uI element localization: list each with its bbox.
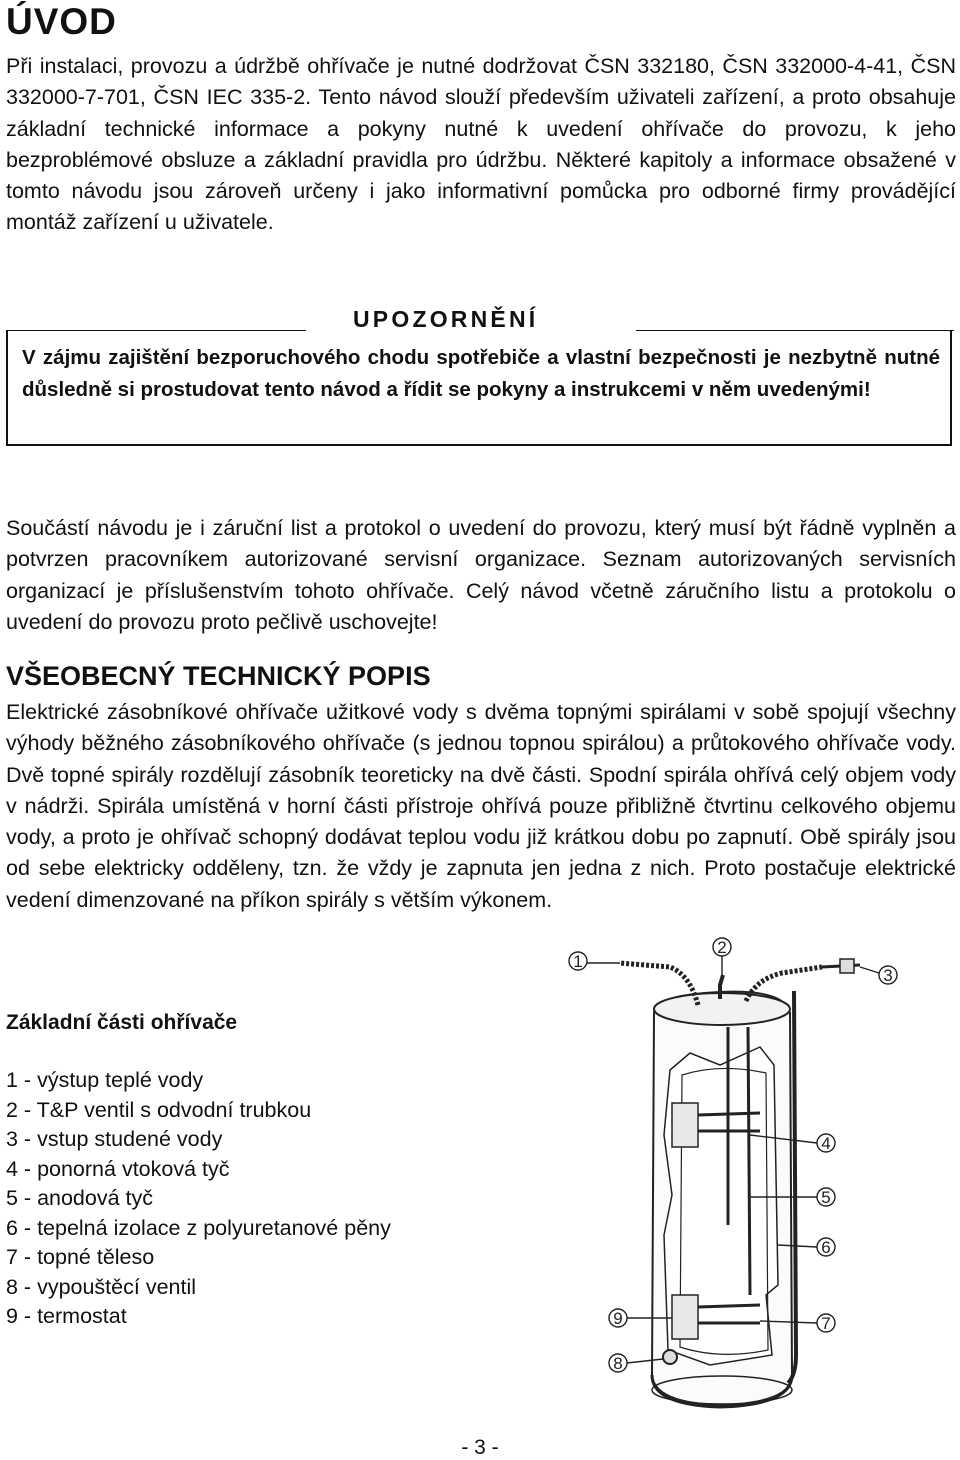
- intro-standards: Při instalaci, provozu a údržbě ohřívače je nutné dodržovat ČSN 332180, ČSN 332000-4-41, ČSN 332000-7-701, ČSN IEC 335-2.: [6, 54, 956, 110]
- callout-label-2: 2: [717, 938, 727, 957]
- parts-list-item: 7 - topné těleso: [6, 1245, 155, 1269]
- callout-label-4: 4: [821, 1134, 831, 1153]
- page-title: ÚVOD: [6, 1, 117, 42]
- callout-label-1: 1: [573, 952, 583, 971]
- callout-label-6: 6: [821, 1238, 831, 1257]
- parts-list-item: 4 - ponorná vtoková tyč: [6, 1156, 230, 1181]
- section-title: VŠEOBECNÝ TECHNICKÝ POPIS: [6, 661, 431, 691]
- heater-body: [620, 959, 860, 1407]
- warning-text: V zájmu zajištění bezporuchového chodu spotřebiče a vlastní bezpečnosti je nezbytně nutné důsledně si prostudovat tento návod a řídit se pokyny a instrukcemi v něm uvedenými!: [22, 346, 940, 401]
- callout-label-8: 8: [613, 1354, 623, 1373]
- callout-label-7: 7: [821, 1314, 831, 1333]
- callout-label-9: 9: [613, 1309, 623, 1328]
- section-text: Elektrické zásobníkové ohřívače užitkové vody s dvěma topnými spirálami v sobě spojují všechny výhody běžného zásobníkového ohřívače (s jednou topnou spirálou) a průtokového ohřívače vody. Dvě topné spirály rozdělují zásobník teoreticky na dvě části. Spodní spirála ohřívá celý objem vody v nádrži. Spirála umístěná v horní části přístroje ohřívá pouze přibližně čtvrtinu celkového objemu vody, a proto je ohřívač schopný dodávat teplou vodu již krátkou dobu po zapnutí. Obě spirály jsou od sebe elektricky odděleny, tzn. že vždy je zapnuta jen jedna z nich. Proto postačuje elektrické vedení dimenzované na příkon spirály s větším výkonem.: [6, 700, 956, 912]
- parts-list-item: 9 - termostat: [6, 1304, 127, 1328]
- callout-label-5: 5: [821, 1188, 831, 1207]
- parts-list-item: 3 - vstup studené vody: [6, 1127, 223, 1151]
- parts-list-item: 5 - anodová tyč: [6, 1186, 154, 1210]
- intro-paragraph: [6, 51, 956, 239]
- parts-list-item: 2 - T&P ventil s odvodní trubkou: [6, 1097, 312, 1122]
- callout-label-3: 3: [883, 966, 893, 985]
- water-heater-diagram: [560, 935, 960, 1415]
- parts-list-item: 6 - tepelná izolace z polyuretanové pěny: [6, 1215, 391, 1240]
- page-number: - 3 -: [461, 1436, 499, 1459]
- warning-title: UPOZORNĚNÍ: [353, 306, 539, 332]
- warranty-paragraph: Součástí návodu je i záruční list a protokol o uvedení do provozu, který musí být řádně vyplněn a potvrzen pracovníkem autorizované servisní organizace. Seznam autorizovaných servisních organizací je příslušenstvím tohoto ohřívače. Celý návod včetně záručního listu a protokolu o uvedení do provozu proto pečlivě uschovejte!: [6, 516, 956, 634]
- parts-list-item: 1 - výstup teplé vody: [6, 1068, 204, 1092]
- parts-title: Základní části ohřívače: [6, 1011, 238, 1034]
- intro-purpose: Tento návod slouží především uživateli zařízení, a proto obsahuje základní technické informace a pokyny nutné k uvedení ohřívače do provozu, k jeho bezproblémové obsluze a základní pravidla pro údržbu. Některé kapitoly a informace obsažené v tomto návodu jsou zároveň určeny i jako informativní pomůcka pro odborné firmy provádějící montáž zařízení u uživatele.: [6, 85, 957, 235]
- parts-list-item: 8 - vypouštěcí ventil: [6, 1274, 197, 1299]
- parts-list: [6, 1066, 391, 1332]
